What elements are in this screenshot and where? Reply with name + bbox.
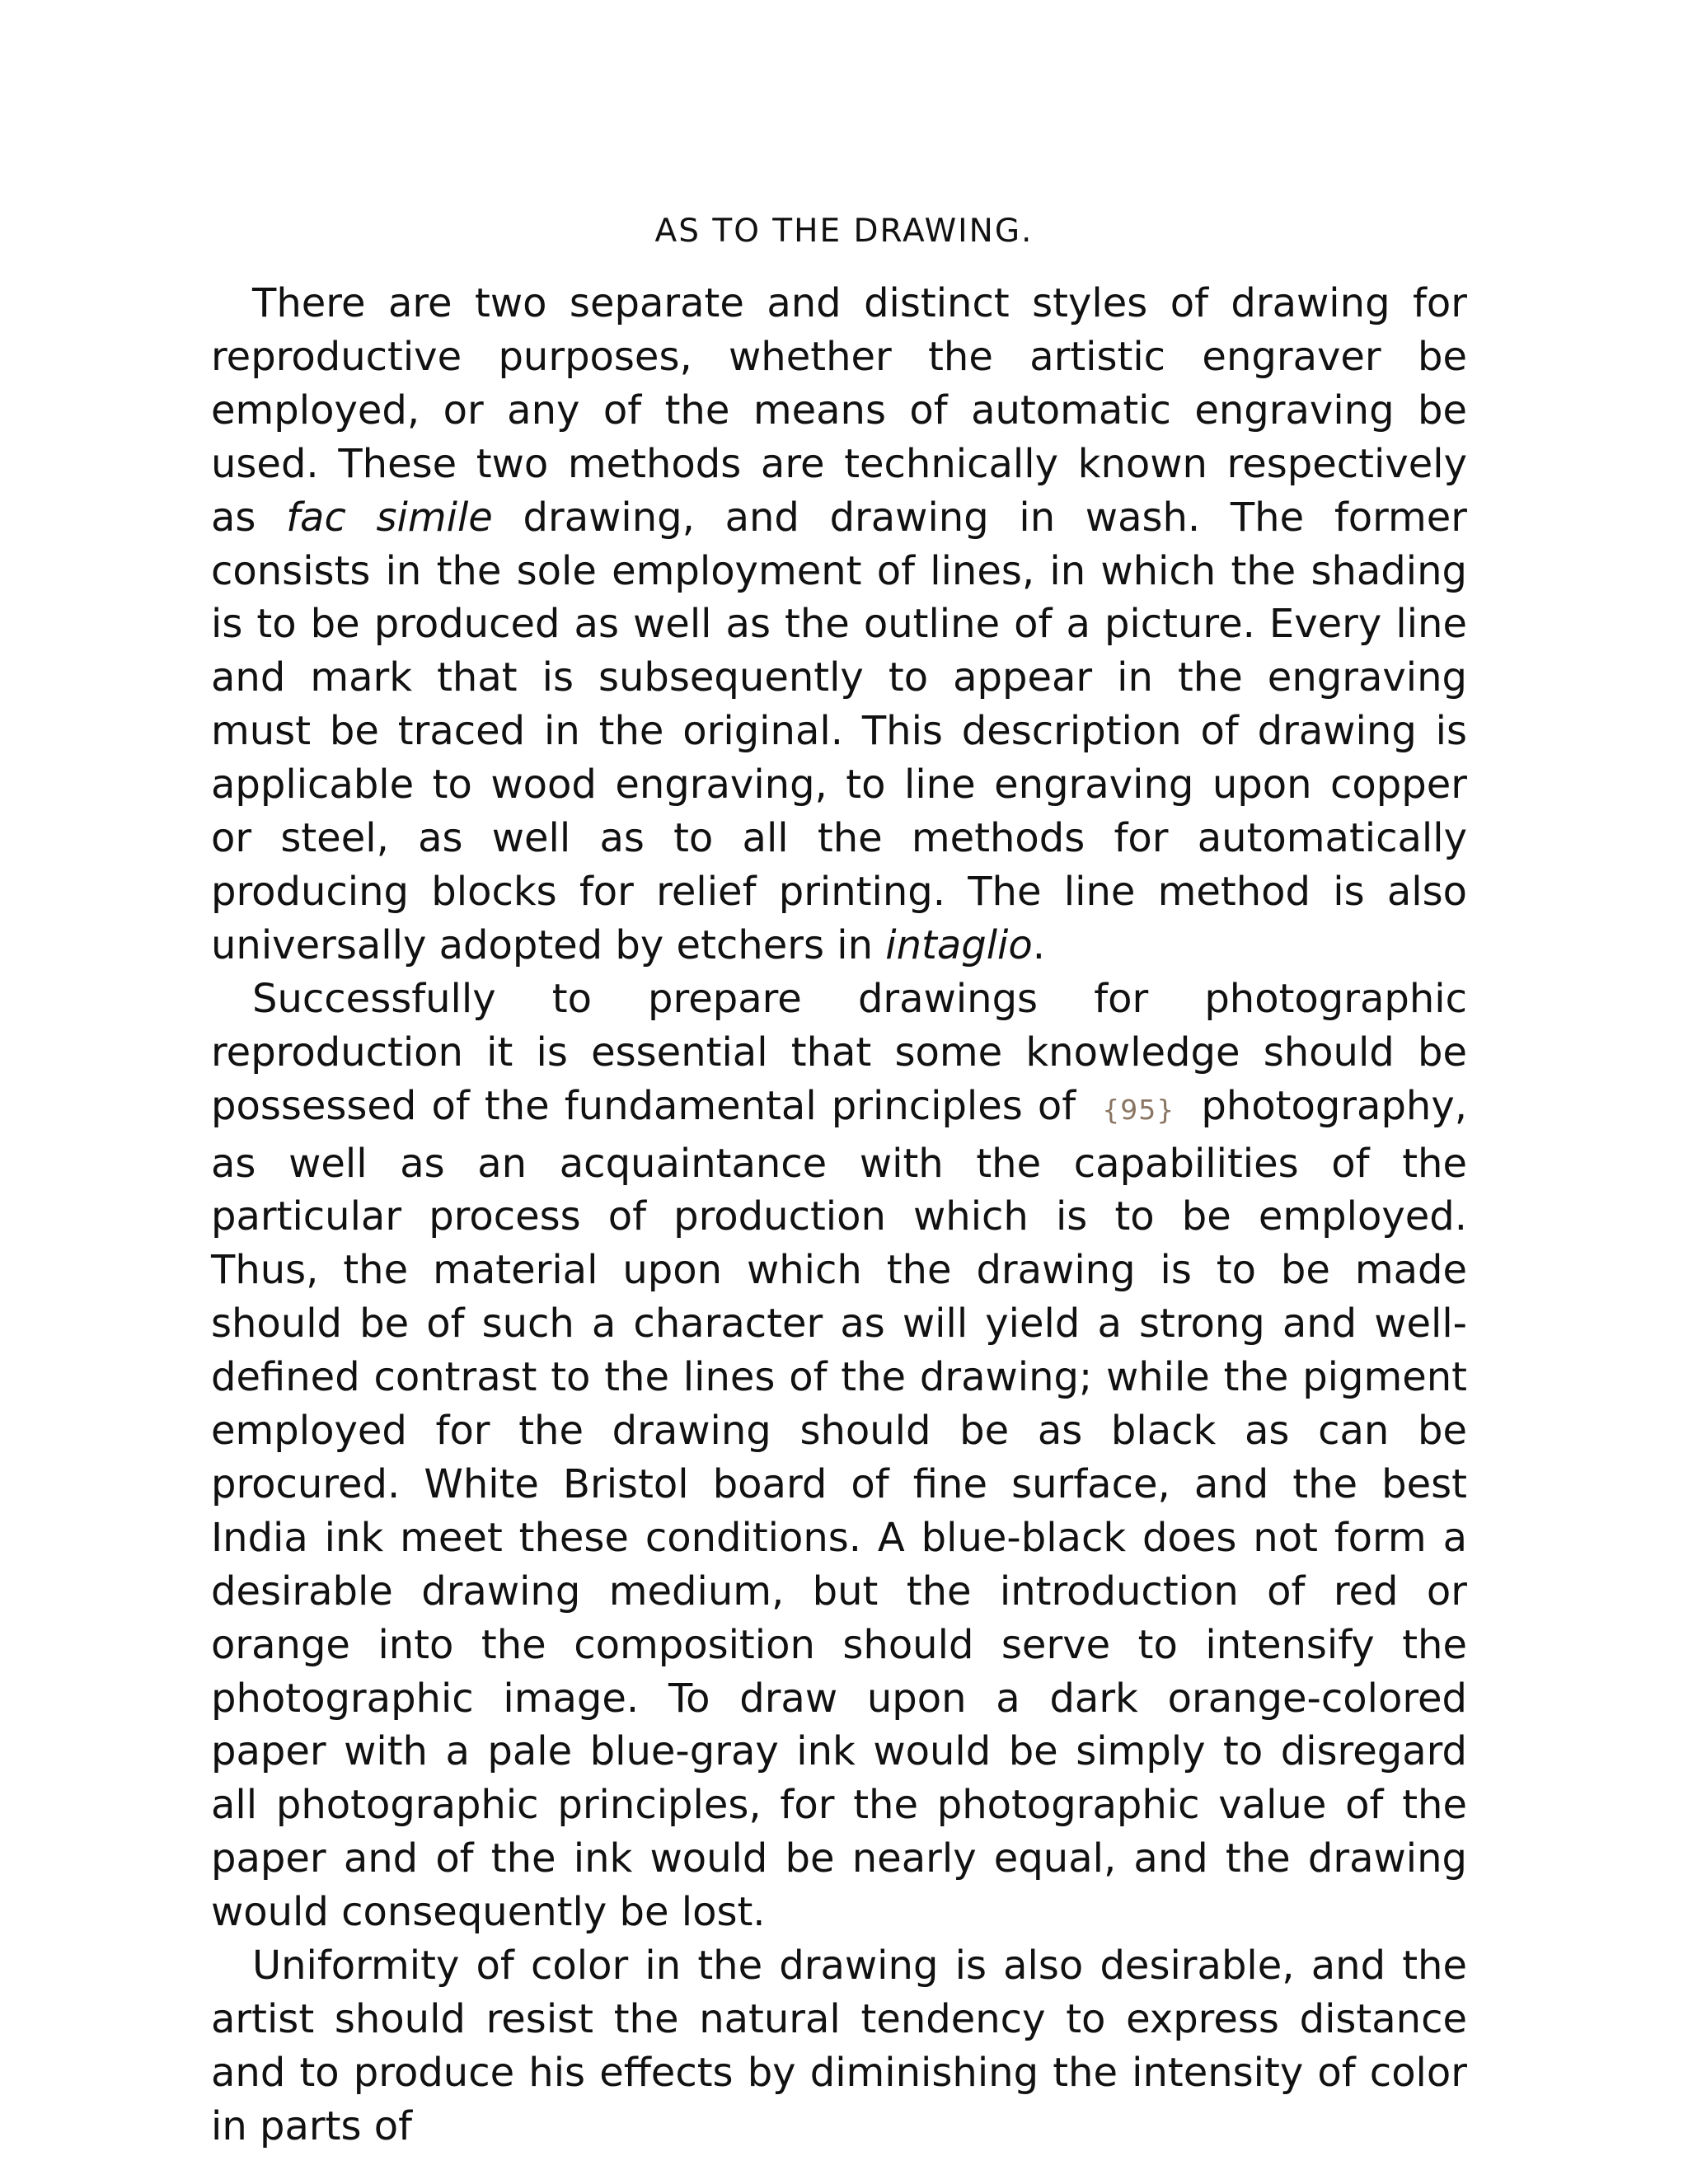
paragraph-1-text-c: . (1032, 921, 1046, 968)
paragraph-1-italic-intaglio: intaglio (885, 921, 1033, 968)
body-text (211, 277, 1467, 2154)
page-number-marker: {95} (1102, 1093, 1175, 1126)
paragraph-1 (211, 277, 1467, 972)
paragraph-1-text-a: There are two separate and distinct styles of drawing for reproductive purposes, whether the artistic engraver be employed, or any of the means of automatic engraving be used. These two methods are technically known respectively as (211, 280, 1467, 541)
paragraph-3 (211, 1939, 1467, 2154)
paragraph-1-text-b: drawing, and drawing in wash. The former consists in the sole employment of lines, in which the shading is to be produced as well as the outline of a picture. Every line and mark that is subsequently to appear in the engraving must be traced in the original. This description of drawing is applicable to wood engraving, to line engraving upon copper or steel, as well as to all the methods for automatically producing blocks for relief printing. The line method is also universally adopted by etchers in (211, 494, 1468, 968)
paragraph-1-italic-fac-simile: fac simile (286, 494, 493, 541)
paragraph-2-text-b: photography, as well as an acquaintance with the capabilities of the particular process of production which is to be employed. Thus, the material upon which the drawing is to be made should be of such a character as will yield a strong and well-defined contrast to the lines of the drawing; while the pigment employed for the drawing should be as black as can be procured. White Bristol board of fine surface, and the best India ink meet these conditions. A blue-black does not form a desirable drawing medium, but the introduction of red or orange into the composition should serve to intensify the photographic image. To draw upon a dark orange-colored paper with a pale blue-gray ink would be simply to disregard all photographic principles, for the photographic value of the paper and of the ink would be nearly equal, and the drawing would consequently be lost. (211, 1082, 1468, 1936)
paragraph-3-text: Uniformity of color in the drawing is also desirable, and the artist should resist the natural tendency to express distance and to produce his effects by diminishing the intensity of color in parts of (211, 1943, 1467, 2149)
paragraph-2 (211, 972, 1467, 1939)
chapter-heading: AS TO THE DRAWING. (654, 213, 1034, 250)
paragraph-2-text-a: Successfully to prepare drawings for photographic reproduction it is essential that some knowledge should be possessed of the fundamental principles of (211, 975, 1467, 1129)
